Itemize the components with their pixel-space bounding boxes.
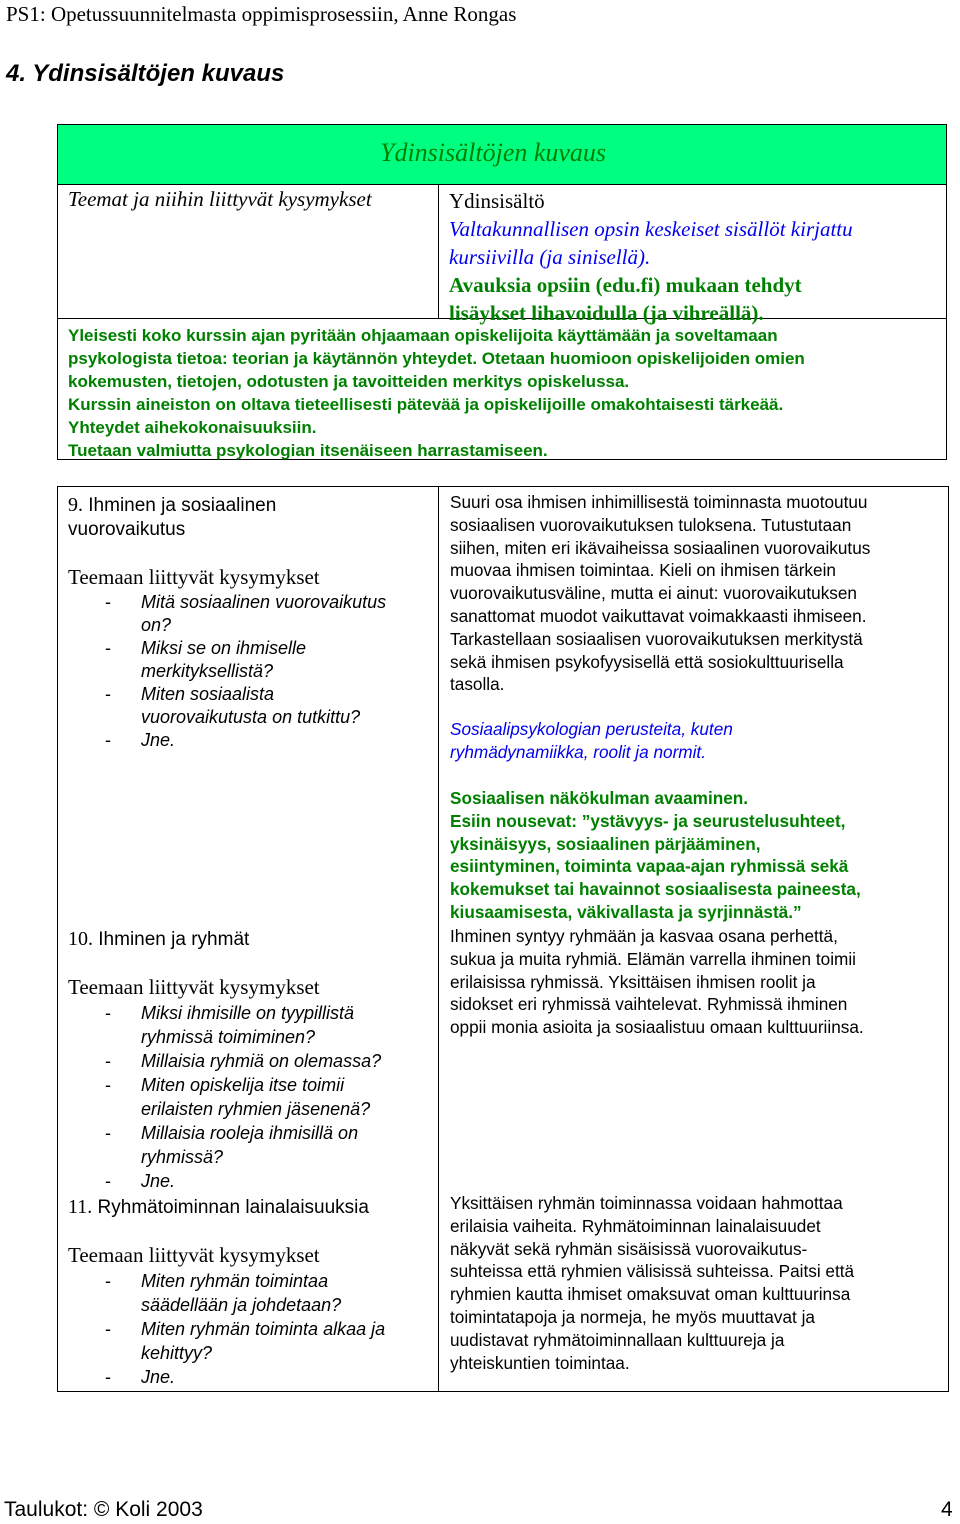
topic-9-title xyxy=(68,493,276,542)
themes-column-header: Teemat ja niihin liittyvät kysymykset xyxy=(68,187,372,211)
topic-9-core-content: Sosiaalipsykologian perusteita, kuten ryhmädynamiikka, roolit ja normit. xyxy=(450,719,733,762)
note-line: Kurssin aineiston on oltava tieteellisesti pätevää ja opiskelijoille omakohtaisesti tärkeää. xyxy=(68,395,784,414)
list-item: - Jne. xyxy=(105,730,176,750)
list-item: - Millaisia rooleja ihmisillä on ryhmissä? xyxy=(105,1123,359,1167)
list-item: - Miten ryhmän toimintaa säädellään ja johdetaan? xyxy=(105,1271,342,1315)
question-list xyxy=(105,1001,435,1193)
topic-10-content: Ihminen syntyy ryhmään ja kasvaa osana perhettä, sukua ja muita ryhmiä. Elämän varrella ihminen toimii erilaisissa ryhmissä. Yksittäisen ihmisen roolit ja sidokset eri ryhmissä vaihtelevat. Ryhmissä ihminen oppii monia asioita ja sosiaalistuu omaan kulttuuriinsa. xyxy=(450,926,864,1038)
legend-blue-line: Valtakunnallisen opsin keskeiset sisällöt kirjattu xyxy=(449,217,853,241)
topic-11-content: Yksittäisen ryhmän toiminnassa voidaan hahmottaa erilaisia vaiheita. Ryhmätoiminnan lainalaisuudet näkyvät sekä ryhmän sisäisissä vuorovaikutus- suhteissa että ryhmien välisissä suhteissa. Paitsi että ryhmien kautta ihmiset omaksuvat oman kulttuurinsa toimintatapoja ja normeja, he myös muuttavat ja uudistavat ryhmätoiminnallaan kulttuureja ja yhteiskuntien toimintaa. xyxy=(450,1193,855,1373)
topic-number: 10. xyxy=(68,928,93,950)
note-line: kokemusten, tietojen, odotusten ja tavoitteiden merkitys opiskelussa. xyxy=(68,372,630,391)
running-header: PS1: Opetussuunnitelmasta oppimisprosessiin, Anne Rongas xyxy=(6,2,517,26)
list-item: - Miten sosiaalista vuorovaikutusta on tutkittu? xyxy=(105,684,361,727)
list-item: - Mitä sosiaalinen vuorovaikutus on? xyxy=(105,592,387,635)
questions-header: Teemaan liittyvät kysymykset xyxy=(68,565,320,589)
table-title: Ydinsisältöjen kuvaus xyxy=(380,138,607,167)
note-line: Tuetaan valmiutta psykologian itsenäiseen harrastamiseen. xyxy=(68,441,548,460)
list-item: - Miksi se on ihmiselle merkityksellistä? xyxy=(105,638,307,681)
topic-title: Ihminen ja ryhmät xyxy=(98,929,250,950)
topic-9-content: Suuri osa ihmisen inhimillisestä toiminnasta muotoutuu sosiaalisen vuorovaikutuksen tuloksena. Tutustutaan siihen, miten eri ikävaiheissa sosiaalinen vuorovaikutus muovaa ihmisen toimintaa. Kieli on ihmisen tärkein vuorovaikutusväline, mutta ei ainut: vuorovaikutuksen sanattomat muodot vaikuttavat voimakkaasti ihmiseen. Tarkastellaan sosiaalisen vuorovaikutuksen merkitystä sekä ihmisen psykofyysisellä että sosiokulttuurisella tasolla. xyxy=(450,492,871,695)
list-item: - Jne. xyxy=(105,1171,176,1191)
question-list xyxy=(105,1269,435,1389)
note-line: Yleisesti koko kurssin ajan pyritään ohjaamaan opiskelijoita käyttämään ja soveltamaan xyxy=(68,326,778,345)
legend-green-line: Avauksia opsiin (edu.fi) mukaan tehdyt xyxy=(449,273,802,297)
topic-number: 11. xyxy=(68,1196,93,1218)
legend-green-line: lisäykset lihavoidulla (ja vihreällä). xyxy=(449,301,764,325)
column-divider xyxy=(438,487,439,1391)
topic-9-additions: Sosiaalisen näkökulman avaaminen. Esiin nousevat: ”ystävyys- ja seurustelusuhteet, yksinäisyys, sosiaalinen pärjääminen, esiintyminen, toiminta vapaa-ajan ryhmissä sekä kokemukset tai havainnot sosiaalisesta paineesta, kiusaamisesta, väkivallasta ja syrjinnästä.” xyxy=(450,788,861,922)
topics-table xyxy=(57,486,949,1392)
legend-blue-line: kursiivilla (ja sinisellä). xyxy=(449,245,651,269)
questions-header: Teemaan liittyvät kysymykset xyxy=(68,1243,320,1267)
list-item: - Millaisia ryhmiä on olemassa? xyxy=(105,1051,382,1071)
table-title-band xyxy=(58,125,946,185)
questions-header: Teemaan liittyvät kysymykset xyxy=(68,975,320,999)
topic-number: 9. xyxy=(68,494,83,516)
list-item: - Miten opiskelija itse toimii erilaisten ryhmien jäsenenä? xyxy=(105,1075,371,1119)
topic-title: Ihminen ja sosiaalinen xyxy=(88,495,277,516)
topic-title-cont: vuorovaikutus xyxy=(68,519,186,540)
list-item: - Jne. xyxy=(105,1367,176,1387)
page-number: 4 xyxy=(941,1498,953,1521)
core-content-header-table xyxy=(57,124,947,460)
column-divider xyxy=(438,185,439,318)
core-content-legend xyxy=(449,187,853,327)
topic-title: Ryhmätoiminnan lainalaisuuksia xyxy=(97,1197,369,1218)
footer-copyright: Taulukot: © Koli 2003 xyxy=(4,1498,203,1521)
topic-10-title xyxy=(68,927,249,952)
section-title: 4. Ydinsisältöjen kuvaus xyxy=(6,60,285,87)
legend-heading: Ydinsisältö xyxy=(449,189,545,213)
list-item: - Miksi ihmisille on tyypillistä ryhmissä toimiminen? xyxy=(105,1003,355,1047)
question-list xyxy=(105,591,435,752)
note-line: Yhteydet aihekokonaisuuksiin. xyxy=(68,418,317,437)
general-notes xyxy=(68,324,805,462)
list-item: - Miten ryhmän toiminta alkaa ja kehittyy? xyxy=(105,1319,386,1363)
note-line: psykologista tietoa: teorian ja käytännön yhteydet. Otetaan huomioon opiskelijoiden omien xyxy=(68,349,805,368)
topic-11-title xyxy=(68,1195,369,1220)
